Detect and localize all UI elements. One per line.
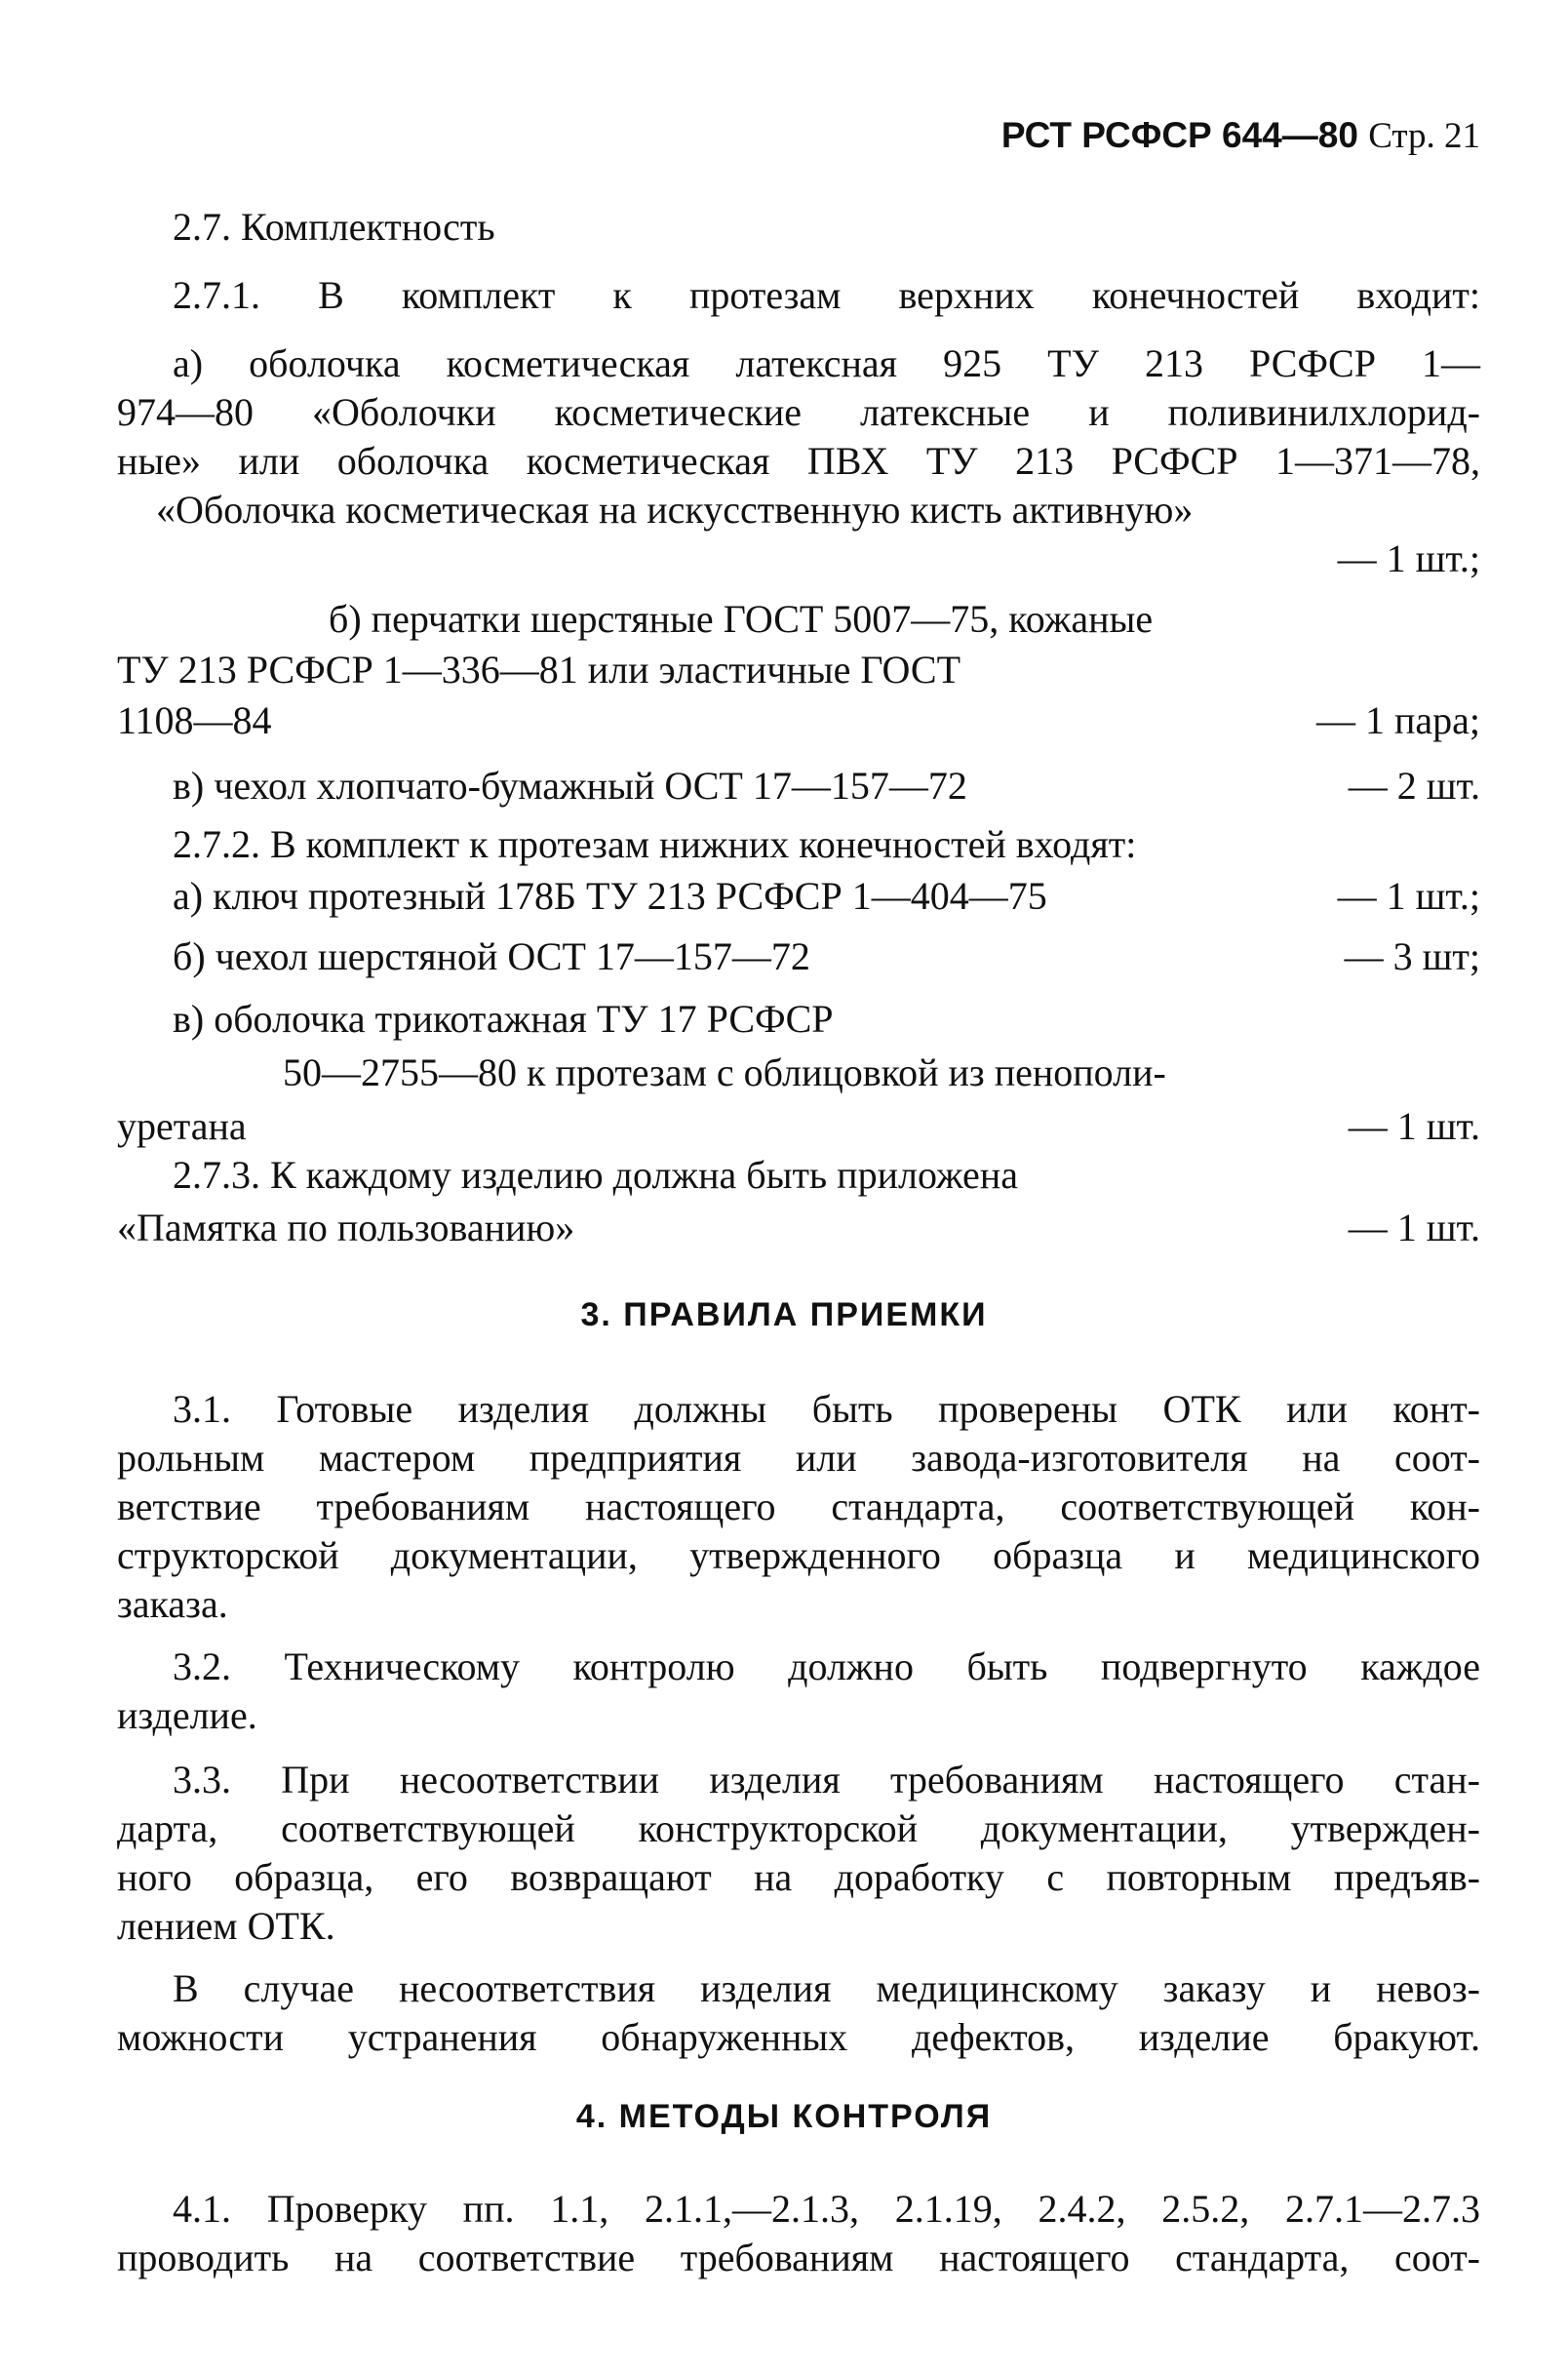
paragraph-3-4-line-1: В случае несоответствия изделия медицинскому заказу и невоз- [173, 1966, 1480, 2010]
item-v2-line-3: уретана [117, 1104, 247, 1148]
paragraph-4-1-line-2: проводить на соответствие требованиям настоящего стандарта, соот- [117, 2236, 1480, 2279]
section-4-heading: 4. МЕТОДЫ КОНТРОЛЯ [575, 2098, 993, 2135]
paragraph-3-1-line-4: структорской документации, утвержденного образца и медицинского [117, 1533, 1480, 1577]
item-b-line-1: б) перчатки шерстяные ГОСТ 5007—75, кожаные [329, 597, 1154, 641]
standard-number: РСТ РСФСР 644—80 [1000, 115, 1358, 155]
item-a2-quantity: — 1 шт.; [1337, 874, 1480, 918]
paragraph-3-1-line-3: ветствие требованиям настоящего стандарта, соответствующей кон- [117, 1485, 1480, 1528]
page-header [956, 115, 1480, 157]
item-a2-text: а) ключ протезный 178Б ТУ 213 РСФСР 1—404—75 [173, 874, 1047, 918]
paragraph-2-7-1: 2.7.1. В комплект к протезам верхних конечностей входит: [173, 273, 1480, 317]
paragraph-3-4-line-2: можности устранения обнаруженных дефектов, изделие бракуют. [117, 2015, 1480, 2059]
item-a-line-4: «Оболочка косметическая на искусственную кисть активную» [156, 488, 1194, 532]
paragraph-3-3-line-1: 3.3. При несоответствии изделия требованиям настоящего стан- [173, 1758, 1480, 1802]
paragraph-3-3-line-4: лением ОТК. [117, 1904, 335, 1948]
item-b2-quantity: — 3 шт; [1344, 934, 1480, 978]
paragraph-3-2-line-1: 3.2. Техническому контролю должно быть подвергнуто каждое [173, 1644, 1480, 1688]
paragraph-2-7-3-line-2: «Памятка по пользованию» [117, 1206, 575, 1249]
paragraph-2-7-2: 2.7.2. В комплект к протезам нижних конечностей входят: [173, 822, 1137, 866]
paragraph-3-3-line-3: ного образца, его возвращают на доработку с повторным предъяв- [117, 1855, 1480, 1899]
item-b-line-3: 1108—84 [117, 698, 272, 742]
paragraph-3-1-line-5: заказа. [117, 1582, 228, 1626]
paragraph-3-1-line-1: 3.1. Готовые изделия должны быть проверены ОТК или конт- [173, 1387, 1480, 1431]
item-a-quantity: — 1 шт.; [1337, 536, 1480, 580]
paragraph-4-1-line-1: 4.1. Проверку пп. 1.1, 2.1.1,—2.1.3, 2.1.19, 2.4.2, 2.5.2, 2.7.1—2.7.3 [173, 2187, 1480, 2231]
item-v-quantity: — 2 шт. [1348, 764, 1480, 808]
item-v-text: в) чехол хлопчато-бумажный ОСТ 17—157—72 [173, 764, 967, 808]
item-b-quantity: — 1 пара; [1315, 698, 1480, 742]
item-b-line-2: ТУ 213 РСФСР 1—336—81 или эластичные ГОСТ [117, 648, 961, 692]
paragraph-3-1-line-2: рольным мастером предприятия или завода-изготовителя на соот- [117, 1436, 1480, 1480]
item-b2-text: б) чехол шерстяной ОСТ 17—157—72 [173, 934, 810, 978]
paragraph-2-7-3-quantity: — 1 шт. [1348, 1206, 1480, 1249]
item-v2-line-1: в) оболочка трикотажная ТУ 17 РСФСР [173, 997, 834, 1041]
paragraph-2-7-3-line-1: 2.7.3. К каждому изделию должна быть приложена [173, 1153, 1018, 1197]
item-v2-quantity: — 1 шт. [1348, 1104, 1480, 1148]
page-number: Стр. 21 [1368, 116, 1480, 156]
item-a-line-3: ные» или оболочка косметическая ПВХ ТУ 213 РСФСР 1—371—78, [117, 439, 1480, 483]
item-a-line-1: а) оболочка косметическая латексная 925 ТУ 213 РСФСР 1— [173, 341, 1480, 385]
item-v2-line-2: 50—2755—80 к протезам с облицовкой из пенополи- [283, 1050, 1166, 1094]
section-3-heading: 3. ПРАВИЛА ПРИЕМКИ [580, 1296, 988, 1333]
section-title: 2.7. Комплектность [173, 205, 495, 249]
paragraph-3-2-line-2: изделие. [117, 1693, 257, 1737]
item-a-line-2: 974—80 «Оболочки косметические латексные и поливинилхлорид- [117, 390, 1480, 434]
paragraph-3-3-line-2: дарта, соответствующей конструкторской документации, утвержден- [117, 1806, 1480, 1850]
